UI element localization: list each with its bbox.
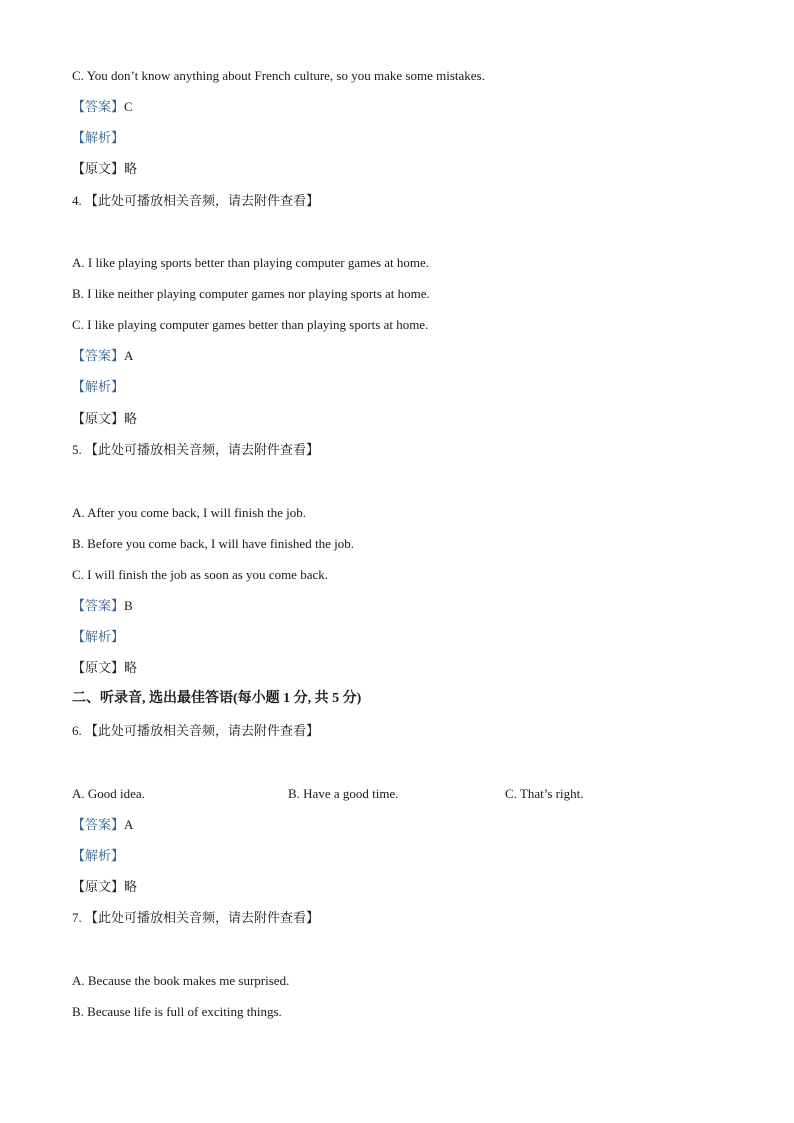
bracket-close: 】	[111, 411, 125, 426]
bracket-close: 】	[111, 348, 125, 363]
bracket-open: 【	[72, 130, 86, 145]
bracket-close: 】	[111, 161, 125, 176]
q6-original-line	[72, 878, 137, 896]
bracket-close: 】	[111, 130, 125, 145]
bracket-close: 】	[111, 848, 125, 863]
bracket-close: 】	[111, 817, 125, 832]
q3-option-c: C. You don’t know anything about French culture, so you make some mistakes.	[72, 68, 485, 83]
q6-original-value: 略	[124, 879, 138, 894]
q5-answer-value: B	[124, 598, 133, 613]
bracket-close: 】	[111, 660, 125, 675]
q6-prompt: 6. 【此处可播放相关音频，请去附件查看】	[72, 723, 320, 738]
bracket-open: 【	[72, 379, 86, 394]
q4-answer-value: A	[124, 348, 134, 363]
q3-original-value: 略	[124, 161, 138, 176]
bracket-close: 】	[111, 379, 125, 394]
bracket-close: 】	[111, 879, 125, 894]
q5-option-b: B. Before you come back, I will have finished the job.	[72, 536, 354, 551]
bracket-open: 【	[72, 161, 86, 176]
bracket-open: 【	[72, 598, 86, 613]
original-tag: 原文	[85, 879, 112, 894]
bracket-open: 【	[72, 817, 86, 832]
bracket-open: 【	[72, 629, 86, 644]
bracket-open: 【	[72, 348, 86, 363]
q5-prompt: 5. 【此处可播放相关音频，请去附件查看】	[72, 442, 320, 457]
bracket-close: 】	[111, 99, 125, 114]
q4-prompt: 4. 【此处可播放相关音频，请去附件查看】	[72, 193, 320, 208]
q5-original-line	[72, 659, 137, 677]
bracket-open: 【	[72, 879, 86, 894]
analysis-tag: 解析	[85, 130, 112, 145]
q7-option-a: A. Because the book makes me surprised.	[72, 973, 290, 988]
original-tag: 原文	[85, 411, 112, 426]
section-2-heading: 二、听录音, 选出最佳答语(每小题 1 分, 共 5 分)	[72, 691, 362, 706]
q6-analysis-line	[72, 847, 124, 865]
q6-option-a: A. Good idea.	[72, 786, 145, 801]
bracket-close: 】	[111, 629, 125, 644]
q3-analysis-line	[72, 129, 124, 147]
bracket-open: 【	[72, 848, 86, 863]
q3-answer-value: C	[124, 99, 133, 114]
answer-tag: 答案	[85, 99, 112, 114]
bracket-close: 】	[111, 598, 125, 613]
q6-option-c: C. That’s right.	[505, 786, 584, 801]
q7-prompt: 7. 【此处可播放相关音频，请去附件查看】	[72, 910, 320, 925]
q5-option-c: C. I will finish the job as soon as you come back.	[72, 567, 328, 582]
q5-option-a: A. After you come back, I will finish the job.	[72, 505, 306, 520]
q4-option-c: C. I like playing computer games better than playing sports at home.	[72, 317, 429, 332]
analysis-tag: 解析	[85, 848, 112, 863]
q5-answer-line	[72, 597, 133, 615]
q6-answer-value: A	[124, 817, 134, 832]
bracket-open: 【	[72, 99, 86, 114]
q7-option-b: B. Because life is full of exciting things.	[72, 1004, 282, 1019]
answer-tag: 答案	[85, 817, 112, 832]
q3-answer-line	[72, 98, 133, 116]
bracket-open: 【	[72, 660, 86, 675]
original-tag: 原文	[85, 161, 112, 176]
q4-option-a: A. I like playing sports better than playing computer games at home.	[72, 255, 430, 270]
analysis-tag: 解析	[85, 379, 112, 394]
q6-answer-line	[72, 816, 133, 834]
q4-answer-line	[72, 347, 133, 365]
q4-analysis-line	[72, 378, 124, 396]
q3-original-line	[72, 160, 137, 178]
q5-analysis-line	[72, 628, 124, 646]
q5-original-value: 略	[124, 660, 138, 675]
analysis-tag: 解析	[85, 629, 112, 644]
original-tag: 原文	[85, 660, 112, 675]
answer-tag: 答案	[85, 348, 112, 363]
answer-tag: 答案	[85, 598, 112, 613]
q4-original-line	[72, 410, 137, 428]
bracket-open: 【	[72, 411, 86, 426]
q4-option-b: B. I like neither playing computer games nor playing sports at home.	[72, 286, 430, 301]
q4-original-value: 略	[124, 411, 138, 426]
q6-option-b: B. Have a good time.	[288, 786, 399, 801]
